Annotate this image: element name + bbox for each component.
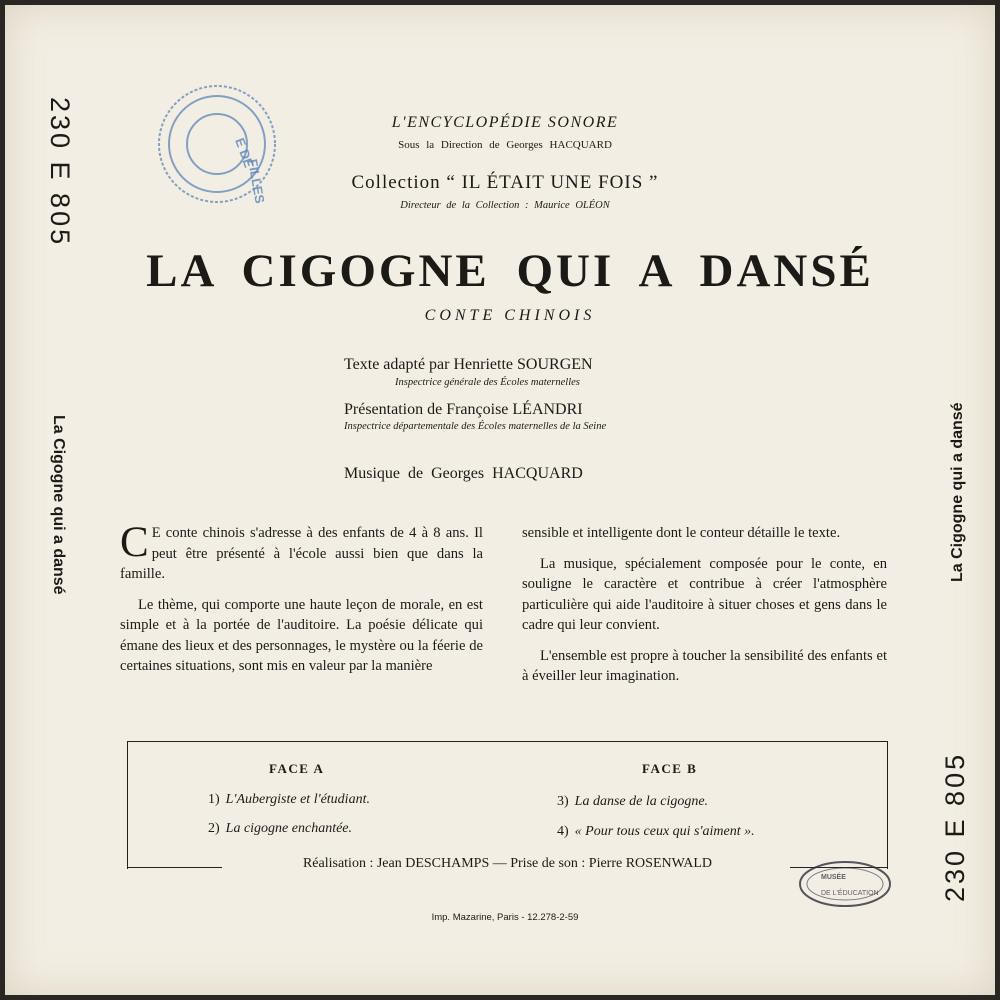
conclusion-paragraph: L'ensemble est propre à toucher la sensibilité des enfants et à éveiller leur imagination. <box>522 647 887 684</box>
track-title: L'Aubergiste et l'étudiant. <box>225 792 370 807</box>
spine-title-right: La Cigogne qui a dansé <box>949 402 966 582</box>
continuation-paragraph: sensible et intelligente dont le conteur détaille le texte. <box>522 525 841 541</box>
body-right-column <box>522 523 887 697</box>
collection-director: Directeur de la Collection : Maurice OLÉON <box>400 200 610 211</box>
credit-music: Musique de Georges HACQUARD <box>344 465 583 482</box>
record-sleeve-back <box>5 5 995 995</box>
track-number: 3) <box>557 794 569 809</box>
track-3 <box>557 794 708 810</box>
collection-name: Collection “ IL ÉTAIT UNE FOIS ” <box>351 172 659 193</box>
face-a-label: FACE A <box>269 761 325 776</box>
face-b-label: FACE B <box>642 761 698 776</box>
series-name: L'ENCYCLOPÉDIE SONORE <box>391 114 619 131</box>
tracklist-box-bottom-left <box>127 867 222 868</box>
production-credits: Réalisation : Jean DESCHAMPS — Prise de son : Pierre ROSENWALD <box>235 856 780 872</box>
catalog-number-right: 230 E 805 <box>940 751 970 902</box>
theme-paragraph: Le thème, qui comporte une haute leçon de morale, en est simple et à la portée de l'auditoire. La poésie délicate qui émane des lieux et des personnages, le mystère ou la féerie de certaines situations, sont mis en valeur par la manière <box>120 596 483 674</box>
body-left-column <box>120 519 483 687</box>
series-direction: Sous la Direction de Georges HACQUARD <box>398 139 612 151</box>
credit-adaptation: Texte adapté par Henriette SOURGEN <box>344 356 593 373</box>
intro-paragraph <box>120 519 483 585</box>
track-number: 1) <box>208 792 220 807</box>
catalog-number-left: 230 E 805 <box>45 97 75 248</box>
intro-text: E conte chinois s'adresse à des enfants de 4 à 8 ans. Il peut être présenté à l'école aussi bien que dans la famille. <box>120 525 483 582</box>
album-subtitle: CONTE CHINOIS <box>424 307 596 324</box>
credit-adaptation-role: Inspectrice générale des Écoles maternelles <box>395 377 580 388</box>
track-1 <box>208 792 370 808</box>
drop-cap: C <box>120 519 149 566</box>
track-title: La danse de la cigogne. <box>574 794 709 809</box>
track-number: 4) <box>557 824 569 839</box>
track-2 <box>208 821 352 837</box>
album-title: LA CIGOGNE QUI A DANSÉ <box>146 245 874 297</box>
museum-stamp-icon <box>795 855 895 913</box>
credit-presentation: Présentation de Françoise LÉANDRI <box>344 401 583 418</box>
track-title: La cigogne enchantée. <box>225 821 353 836</box>
track-4 <box>557 824 755 840</box>
music-paragraph: La musique, spécialement composée pour le conte, en souligne le caractère et contribue à créer l'atmosphère particulière qui aide l'auditoire à situer choses et gens dans le cadre qui leur convient. <box>522 555 887 633</box>
svg-text:FILLES: FILLES <box>245 157 268 205</box>
svg-text:MUSÉE: MUSÉE <box>821 874 846 881</box>
printer-imprint: Imp. Mazarine, Paris - 12.278-2-59 <box>431 912 579 923</box>
credit-presentation-role: Inspectrice départementale des Écoles maternelles de la Seine <box>344 421 607 432</box>
track-title: « Pour tous ceux qui s'aiment ». <box>574 824 755 839</box>
spine-title-left: La Cigogne qui a dansé <box>50 415 67 595</box>
track-number: 2) <box>208 821 220 836</box>
svg-text:E DE: E DE <box>232 135 257 170</box>
svg-text:DE L'ÉDUCATION: DE L'ÉDUCATION <box>821 890 879 897</box>
